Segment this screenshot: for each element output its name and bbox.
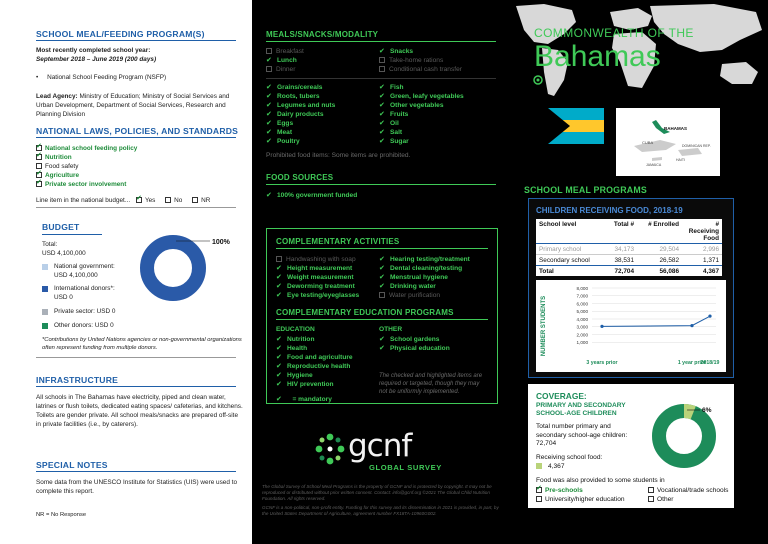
data-point xyxy=(690,324,693,327)
budget-legend-value: USD 0 xyxy=(94,321,114,329)
x-tick-label: 3 years prior xyxy=(586,360,618,366)
budget-swatch xyxy=(42,323,48,329)
table-cell: 1,371 xyxy=(703,256,719,264)
law-item xyxy=(36,180,137,189)
also-item xyxy=(648,495,732,504)
also-label: Other xyxy=(657,496,674,503)
check-item xyxy=(379,335,450,344)
budget-line-label: Line item in the national budget... xyxy=(36,197,131,204)
check-item xyxy=(276,371,353,380)
table-cell: 56,086 xyxy=(659,267,679,275)
law-label: National school feeding policy xyxy=(45,145,138,152)
laws-list xyxy=(36,144,137,189)
check-icon: ✔ xyxy=(379,264,385,272)
children-title: CHILDREN RECEIVING FOOD, 2018-19 xyxy=(536,206,683,215)
also-label: Vocational/trade schools xyxy=(657,487,729,494)
infra-title: INFRASTRUCTURE xyxy=(36,375,119,385)
check-item xyxy=(266,65,304,74)
check-icon: ✔ xyxy=(266,128,272,136)
y-tick-label: 1,000 xyxy=(576,340,588,346)
receiving-value: 4,367 xyxy=(548,463,565,470)
nr-note: NR = No Response xyxy=(36,512,87,518)
check-icon: ✔ xyxy=(379,128,385,136)
check-item-label: Dental cleaning/testing xyxy=(390,265,463,272)
check-item-label: Salt xyxy=(390,129,403,136)
budget-legend-value: USD 4,100,000 xyxy=(54,271,98,279)
divider xyxy=(36,207,236,208)
y-tick-label: 6,000 xyxy=(576,301,588,307)
prohibited-text: Prohibited food items: Some items are prohibited. xyxy=(266,152,411,159)
country-name: Bahamas xyxy=(534,40,661,73)
law-item xyxy=(36,144,137,153)
also-checkbox[interactable] xyxy=(536,496,542,502)
check-item-label: Other vegetables xyxy=(390,102,444,109)
also-item xyxy=(648,486,732,495)
budget-total-value: USD 4,100,000 xyxy=(42,250,86,257)
gcnf-logo-icon xyxy=(314,432,346,466)
check-item xyxy=(276,282,359,291)
activities-right-list xyxy=(379,255,470,300)
check-item xyxy=(266,128,335,137)
australia-shape xyxy=(720,62,758,84)
check-item-label: Fruits xyxy=(390,111,409,118)
footer-copyright: The Global Survey of School Meal Programs is the property of GCNF and is protected by copyright. It may not be reproduced or distributed without prior written consent. Contact: info@gcnf.org ©2021 The Global Child Nutrition Foundation. All rights reserved. xyxy=(262,484,492,501)
data-point xyxy=(708,315,711,318)
budget-legend-label: Other donors: xyxy=(54,321,94,329)
y-tick-label: 4,000 xyxy=(576,316,588,322)
recent-year-label: Most recently completed school year: xyxy=(36,47,151,54)
check-icon: ✔ xyxy=(379,92,385,100)
modality-left-list xyxy=(266,47,304,74)
check-item-label: Eye testing/eyeglasses xyxy=(287,292,360,299)
check-icon: ✔ xyxy=(266,83,272,91)
lead-agency-value: Ministry of Education; Ministry of Social Services and Urban Development, Department of Social Services, Research and Planning Division xyxy=(36,93,230,118)
table-cell: 34,173 xyxy=(614,245,635,253)
check-item xyxy=(266,47,304,56)
check-icon: ✔ xyxy=(276,335,282,343)
check-item xyxy=(379,264,470,273)
check-icon: ✔ xyxy=(276,362,282,370)
modality-right-list xyxy=(379,47,462,74)
table-cell: Primary school xyxy=(539,245,582,253)
check-item-label: Hygiene xyxy=(287,372,313,379)
logo-text: gcnf xyxy=(348,428,412,464)
check-item-label: Food and agriculture xyxy=(287,354,353,361)
edu-title: COMPLEMENTARY EDUCATION PROGRAMS xyxy=(276,308,454,317)
table-row xyxy=(536,255,722,266)
empty-checkbox[interactable] xyxy=(276,256,282,262)
budget-total-label: Total: xyxy=(42,241,58,248)
empty-checkbox[interactable] xyxy=(379,57,385,63)
budget-legend-item xyxy=(42,322,115,331)
activities-left-list xyxy=(276,255,359,300)
check-item-label: Weight measurement xyxy=(287,274,354,281)
map-label-haiti: HAITI xyxy=(676,158,685,162)
meals-title: MEALS/SNACKS/MODALITY xyxy=(266,30,379,39)
check-item-label: Height measurement xyxy=(287,265,353,272)
check-item xyxy=(379,65,462,74)
check-item xyxy=(266,56,304,65)
check-icon: ✔ xyxy=(379,101,385,109)
check-icon: ✔ xyxy=(379,137,385,145)
check-item xyxy=(266,92,335,101)
y-tick-label: 8,000 xyxy=(576,285,588,291)
check-item xyxy=(266,110,335,119)
check-item xyxy=(276,255,359,264)
check-item xyxy=(276,264,359,273)
check-item xyxy=(379,273,470,282)
divider xyxy=(266,184,496,185)
coverage-donut-chart xyxy=(650,398,730,470)
infra-text: All schools in The Bahamas have electricity, piped and clean water, latrines or flush toilets, dedicated eating spaces/ cafeterias, and kitchens. Toilets are gender private. All school meals/snacks are prepared off-site in private facilities (i.e., by caterers). xyxy=(36,394,243,428)
budget-swatch xyxy=(42,309,48,315)
check-icon: ✔ xyxy=(266,110,272,118)
law-checkbox[interactable] xyxy=(36,154,42,160)
budget-pct-label: 100% xyxy=(212,239,230,246)
th-total: Total # xyxy=(613,220,635,228)
check-item-label: Roots, tubers xyxy=(277,93,320,100)
th-level: School level xyxy=(539,220,577,228)
law-label: Agriculture xyxy=(45,172,80,179)
check-icon: ✔ xyxy=(266,191,272,199)
check-icon: ✔ xyxy=(276,395,282,403)
budget-legend-item xyxy=(42,308,115,317)
budget-legend xyxy=(42,263,115,335)
check-item-label: Oil xyxy=(390,120,399,127)
lead-agency xyxy=(36,92,246,119)
check-item xyxy=(276,335,353,344)
check-item-label: Deworming treatment xyxy=(287,283,355,290)
right-column xyxy=(514,0,768,544)
children-table-wrap xyxy=(536,219,722,276)
data-point xyxy=(600,325,603,328)
check-item-label: Physical education xyxy=(390,345,450,352)
location-dot xyxy=(537,79,540,82)
check-icon: ✔ xyxy=(266,101,272,109)
budget-legend-item xyxy=(42,285,115,302)
budget-pie-ring xyxy=(147,242,199,294)
y-tick-label: 2,000 xyxy=(576,332,588,338)
other-head: OTHER xyxy=(379,326,403,333)
program-bullet: • National School Feeding Program (NSFP) xyxy=(36,74,167,81)
check-item-label: Dinner xyxy=(276,66,296,73)
check-item xyxy=(266,83,335,92)
check-item xyxy=(379,56,462,65)
recent-year-value: September 2018 – June 2019 (200 days) xyxy=(36,56,157,63)
check-item-label: HIV prevention xyxy=(287,381,334,388)
coverage-title: COVERAGE: xyxy=(536,391,587,401)
bahamas-flag xyxy=(548,108,604,144)
check-icon: ✔ xyxy=(276,353,282,361)
check-item-label: Legumes and nuts xyxy=(277,102,336,109)
mandatory-label: = mandatory xyxy=(292,396,332,403)
check-item xyxy=(266,137,335,146)
check-item xyxy=(276,353,353,362)
check-item-label: Green, leafy vegetables xyxy=(390,93,464,100)
check-icon: ✔ xyxy=(276,380,282,388)
empty-checkbox[interactable] xyxy=(266,66,272,72)
check-item xyxy=(379,47,462,56)
law-item xyxy=(36,162,137,171)
check-icon: ✔ xyxy=(379,83,385,91)
divider xyxy=(36,386,236,387)
budget-legend-item xyxy=(42,263,115,280)
check-item-label: Fish xyxy=(390,84,404,91)
budget-line-item xyxy=(36,197,210,204)
also-list xyxy=(536,486,732,504)
budget-legend-value: USD 0 xyxy=(54,294,73,302)
receiving-swatch xyxy=(536,463,542,469)
x-tick-label: 1 year prior xyxy=(677,360,707,366)
check-icon: ✔ xyxy=(266,92,272,100)
check-icon: ✔ xyxy=(379,282,385,290)
table-cell: 72,704 xyxy=(614,267,635,275)
law-label: Private sector involvement xyxy=(45,181,127,188)
nr-label: NR xyxy=(201,197,211,204)
also-checkbox[interactable] xyxy=(648,487,654,493)
check-item xyxy=(379,119,464,128)
check-icon: ✔ xyxy=(379,344,385,352)
check-icon: ✔ xyxy=(276,282,282,290)
divider xyxy=(36,471,236,472)
checked-note: The checked and highlighted items are required or targeted, though they may not be uniformly implemented. xyxy=(379,373,483,395)
check-item-label: Health xyxy=(287,345,308,352)
yes-label: Yes xyxy=(144,197,156,204)
budget-title: BUDGET xyxy=(42,222,80,232)
check-item-label: Meat xyxy=(277,129,293,136)
mandatory-legend xyxy=(276,395,332,403)
divider xyxy=(266,78,496,79)
table-cell: Secondary school xyxy=(539,256,590,264)
check-item xyxy=(379,128,464,137)
also-item xyxy=(536,495,648,504)
also-label: University/higher education xyxy=(545,496,625,503)
programs-title: SCHOOL MEAL PROGRAMS xyxy=(524,185,647,195)
divider xyxy=(36,357,236,358)
y-tick-label: 5,000 xyxy=(576,309,588,315)
check-item-label: Grains/cereals xyxy=(277,84,323,91)
budget-legend-label: National government: xyxy=(54,263,115,270)
food-source-text: 100% government funded xyxy=(277,192,358,199)
check-item xyxy=(276,380,353,389)
check-item-label: Sugar xyxy=(390,138,409,145)
th-enrolled: # Enrolled xyxy=(648,220,679,228)
check-item-label: School gardens xyxy=(390,336,440,343)
heading-small: COMMONWEALTH OF THE xyxy=(534,26,694,40)
table-row xyxy=(536,244,722,255)
check-item xyxy=(379,255,470,264)
divider xyxy=(36,40,236,41)
coverage-pct-label: 6% xyxy=(702,407,712,414)
check-icon: ✔ xyxy=(379,110,385,118)
check-item-label: Drinking water xyxy=(390,283,436,290)
check-item-label: Water purification xyxy=(389,292,441,299)
law-item xyxy=(36,171,137,180)
check-item xyxy=(379,83,464,92)
also-label: Pre-schools xyxy=(545,487,583,494)
no-checkbox[interactable] xyxy=(165,197,171,203)
budget-legend-label: Private sector: xyxy=(54,307,95,315)
coverage-total-text: Total number primary and secondary school-age children: 72,704 xyxy=(536,423,628,447)
program-title: SCHOOL MEAL/FEEDING PROGRAM(S) xyxy=(36,29,205,39)
check-item-label: Hearing testing/treatment xyxy=(390,256,470,263)
notes-title: SPECIAL NOTES xyxy=(36,460,108,470)
check-item-label: Menstrual hygiene xyxy=(390,274,448,281)
table-cell: 4,367 xyxy=(703,267,719,275)
children-table xyxy=(536,219,722,276)
program-bullet-text: National School Feeding Program (NSFP) xyxy=(47,74,167,81)
y-axis-label: NUMBER STUDENTS xyxy=(541,295,547,357)
map-label-dr: DOMINICAN REP. xyxy=(682,144,711,148)
check-icon: ✔ xyxy=(266,119,272,127)
check-icon: ✔ xyxy=(379,47,385,55)
check-icon: ✔ xyxy=(276,264,282,272)
y-tick-label: 3,000 xyxy=(576,324,588,330)
also-checkbox[interactable] xyxy=(536,487,542,493)
table-cell: 38,531 xyxy=(614,256,635,264)
check-item xyxy=(276,344,353,353)
budget-legend-label: International donors*: xyxy=(54,285,115,293)
check-icon: ✔ xyxy=(266,137,272,145)
check-icon: ✔ xyxy=(266,56,272,64)
check-item xyxy=(276,273,359,282)
table-cell: 26,582 xyxy=(659,256,679,264)
budget-footnote: *Contributions by United Nations agencies or non-governmental organizations often represent funding from multiple donors. xyxy=(42,337,242,351)
education-list xyxy=(276,335,353,389)
check-icon: ✔ xyxy=(379,273,385,281)
food-sources-title: FOOD SOURCES xyxy=(266,173,334,182)
law-label: Food safety xyxy=(45,163,79,170)
footer-funding: GCNF is a non-political, non-profit entity. Funding for this survey and its dissemination in 2021 is provided, in part, by the United States Department of Agriculture, agreement number FX18TA-10960G002. xyxy=(262,505,499,516)
regional-map xyxy=(616,108,720,176)
check-item xyxy=(379,92,464,101)
edu-head: EDUCATION xyxy=(276,326,315,333)
th-receiving: # Receiving Food xyxy=(688,220,719,242)
check-item xyxy=(266,101,335,110)
laws-title: NATIONAL LAWS, POLICIES, AND STANDARDS xyxy=(36,126,239,136)
check-item-label: Handwashing with soap xyxy=(286,256,356,263)
middle-column xyxy=(252,0,514,544)
check-item xyxy=(379,282,470,291)
y-tick-label: 7,000 xyxy=(576,293,588,299)
check-item xyxy=(379,291,470,300)
law-checkbox[interactable] xyxy=(36,181,42,187)
check-item xyxy=(379,344,450,353)
food-source-item xyxy=(266,191,357,199)
coverage-remainder-ring xyxy=(659,411,709,461)
check-item-label: Conditional cash transfer xyxy=(389,66,462,73)
check-icon: ✔ xyxy=(276,273,282,281)
map-label-cuba: CUBA xyxy=(642,140,654,145)
check-item xyxy=(276,291,359,300)
comp-title: COMPLEMENTARY ACTIVITIES xyxy=(276,237,400,246)
check-icon: ✔ xyxy=(276,291,282,299)
food-left-list xyxy=(266,83,335,146)
table-cell: 2,996 xyxy=(703,245,719,253)
check-icon: ✔ xyxy=(379,119,385,127)
logo-sub: GLOBAL SURVEY xyxy=(369,463,442,472)
law-item xyxy=(36,153,137,162)
also-label: Food was also provided to some students in xyxy=(536,477,665,484)
check-icon: ✔ xyxy=(276,344,282,352)
empty-checkbox[interactable] xyxy=(379,66,385,72)
yes-checkbox[interactable] xyxy=(136,197,142,203)
food-right-list xyxy=(379,83,464,146)
check-item-label: Nutrition xyxy=(287,336,315,343)
coverage-sub: PRIMARY AND SECONDARY SCHOOL-AGE CHILDREN xyxy=(536,402,626,417)
receiving-row xyxy=(536,463,565,470)
x-tick-label: 2018/19 xyxy=(700,360,720,366)
check-item-label: Poultry xyxy=(277,138,300,145)
map-label-bahamas: BAHAMAS xyxy=(664,126,687,131)
check-icon: ✔ xyxy=(276,371,282,379)
divider xyxy=(266,41,496,42)
check-item-label: Take-home rations xyxy=(389,57,444,64)
check-item xyxy=(266,119,335,128)
table-cell: Total xyxy=(539,267,554,275)
receiving-label: Receiving school food: xyxy=(536,454,603,461)
divider xyxy=(276,319,488,320)
map-label-jamaica: JAMAICA xyxy=(646,163,662,167)
law-label: Nutrition xyxy=(45,154,72,161)
check-item-label: Eggs xyxy=(277,120,294,127)
check-item-label: Snacks xyxy=(390,48,414,55)
check-item xyxy=(276,362,353,371)
budget-swatch xyxy=(42,286,48,292)
table-cell: 29,504 xyxy=(659,245,679,253)
students-line-chart xyxy=(536,280,726,372)
also-item xyxy=(536,486,648,495)
left-column xyxy=(0,0,252,544)
also-checkbox[interactable] xyxy=(648,496,654,502)
nr-checkbox[interactable] xyxy=(192,197,198,203)
budget-swatch xyxy=(42,264,48,270)
lead-agency-label: Lead Agency: xyxy=(36,93,78,100)
divider xyxy=(42,234,102,235)
check-item-label: Dairy products xyxy=(277,111,324,118)
check-item xyxy=(379,110,464,119)
divider xyxy=(36,137,236,138)
budget-legend-value: USD 0 xyxy=(96,307,116,315)
empty-checkbox[interactable] xyxy=(266,48,272,54)
no-label: No xyxy=(174,197,183,204)
check-item-label: Reproductive health xyxy=(287,363,351,370)
empty-checkbox[interactable] xyxy=(379,292,385,298)
divider xyxy=(276,248,488,249)
table-total-row xyxy=(536,266,722,277)
check-item-label: Lunch xyxy=(277,57,297,64)
check-item xyxy=(379,101,464,110)
check-icon: ✔ xyxy=(379,335,385,343)
check-item-label: Breakfast xyxy=(276,48,304,55)
check-item xyxy=(379,137,464,146)
notes-text: Some data from the UNESCO Institute for Statistics (UIS) were used to complete this report. xyxy=(36,479,238,495)
other-list xyxy=(379,335,450,353)
check-icon: ✔ xyxy=(379,255,385,263)
budget-pie-chart xyxy=(134,230,242,308)
